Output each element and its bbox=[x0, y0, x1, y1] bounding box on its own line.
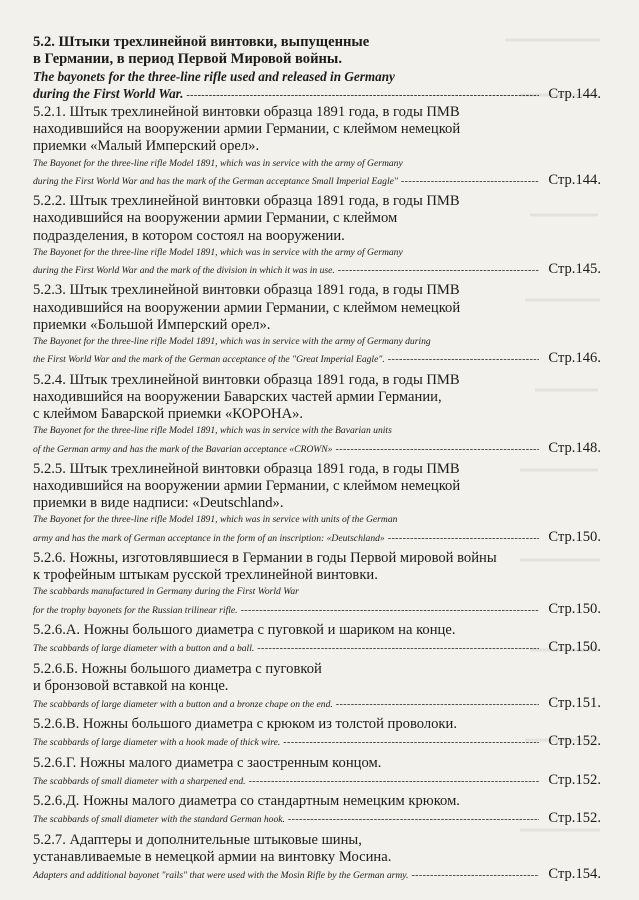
entry-title-en-last: The scabbards of large diameter with a button and a bronze chape on the end. bbox=[33, 698, 333, 710]
entry-title-ru: 5.2.2. Штык трехлинейной винтовки образца 1891 года, в годы ПМВ находившийся на вооружении армии Германии, с клеймом подразделения, в котором состоял на вооружении. bbox=[33, 193, 460, 244]
toc-entry bbox=[33, 104, 601, 190]
toc-entry bbox=[33, 755, 601, 791]
leader-dashes bbox=[241, 603, 539, 619]
entry-title-ru: 5.2.3. Штык трехлинейной винтовки образца 1891 года, в годы ПМВ находившийся на вооружении армии Германии, с клеймом немецкой приемки «Большой Имперский орел». bbox=[33, 282, 461, 333]
toc-leader-line bbox=[33, 639, 601, 657]
toc-leader-line bbox=[33, 810, 601, 828]
leader-dashes bbox=[335, 442, 539, 458]
leader-dashes bbox=[388, 352, 539, 368]
entry-title-ru: 5.2.7. Адаптеры и дополнительные штыковые шины, устанавливаемые в немецкой армии на винтовку Мосина. bbox=[33, 831, 392, 865]
entry-title-ru: 5.2.6.А. Ножны большого диаметра с пуговкой и шариком на конце. bbox=[33, 622, 456, 639]
toc-leader-line bbox=[33, 261, 601, 279]
entry-title-ru: 5.2.6.Д. Ножны малого диаметра со стандартным немецким крюком. bbox=[33, 793, 460, 810]
toc-leader-line bbox=[33, 529, 601, 547]
entry-title-en-last: army and has the mark of German acceptance in the form of an inscription: «Deutschland» bbox=[33, 532, 385, 544]
leader-dashes bbox=[288, 812, 539, 828]
leader-dashes bbox=[257, 641, 539, 657]
toc-entry bbox=[33, 193, 601, 279]
toc-leader-line bbox=[33, 695, 601, 713]
leader-dashes bbox=[401, 174, 539, 190]
toc-entry bbox=[33, 282, 601, 368]
page-number: Стр.144. bbox=[548, 171, 601, 188]
toc-leader-line bbox=[33, 772, 601, 790]
toc-entry bbox=[33, 372, 601, 458]
leader-dashes bbox=[186, 87, 539, 104]
entry-title-ru: 5.2.6.Г. Ножны малого диаметра с заостренным концом. bbox=[33, 754, 382, 771]
toc-leader-line bbox=[33, 601, 601, 619]
leader-dashes bbox=[249, 774, 539, 790]
section-title-en-last: during the First World War. bbox=[33, 86, 184, 101]
entry-title-en-line: The Bayonet for the three-line rifle Model 1891, which was in service with the army of Germany during bbox=[33, 336, 431, 348]
entry-title-en-line: The Bayonet for the three-line rifle Model 1891, which was in service with the army of Germany bbox=[33, 157, 403, 169]
page-number: Стр.144. bbox=[548, 86, 601, 102]
toc-entry bbox=[33, 661, 601, 714]
leader-dashes bbox=[283, 735, 539, 751]
toc-leader-line bbox=[33, 866, 601, 884]
toc-leader-line bbox=[33, 85, 601, 104]
page-number: Стр.152. bbox=[548, 733, 601, 750]
entry-title-en-last: The scabbards of large diameter with a button and a ball. bbox=[33, 643, 255, 655]
entry-title-ru: 5.2.4. Штык трехлинейной винтовки образца 1891 года, в годы ПМВ находившийся на вооружении Баварских частей армии Германии, с клеймом Баварской приемки «КОРОНА». bbox=[33, 371, 460, 423]
entry-title-ru: 5.2.1. Штык трехлинейной винтовки образца 1891 года, в годы ПМВ находившийся на вооружении армии Германии, с клеймом немецкой приемки «Малый Имперский орел». bbox=[33, 104, 461, 155]
entry-title-en-last: during the First World War and the mark of the division in which it was in use. bbox=[33, 265, 335, 277]
entry-title-en-last: of the German army and has the mark of the Bavarian acceptance «CROWN» bbox=[33, 443, 333, 455]
toc-leader-line bbox=[33, 733, 601, 751]
entry-title-en-last: The scabbards of large diameter with a hook made of thick wire. bbox=[33, 737, 281, 749]
entry-title-en-last: for the trophy bayonets for the Russian trilinear rifle. bbox=[33, 604, 238, 616]
toc-leader-line bbox=[33, 172, 601, 190]
toc-entry bbox=[33, 622, 601, 658]
leader-dashes bbox=[338, 263, 539, 279]
entry-title-ru: 5.2.6.Б. Ножны большого диаметра с пуговкой и бронзовой вставкой на конце. bbox=[33, 660, 322, 694]
page-number: Стр.148. bbox=[548, 439, 601, 456]
entry-title-en-line: The Bayonet for the three-line rifle Model 1891, which was in service with units of the German bbox=[33, 514, 398, 526]
entry-title-ru: 5.2.5. Штык трехлинейной винтовки образца 1891 года, в годы ПМВ находившийся на вооружении армии Германии, с клеймом немецкой приемки в виде надписи: «Deutschland». bbox=[33, 460, 461, 512]
toc-entry bbox=[33, 716, 601, 752]
entry-title-en-last: during the First World War and has the mark of the German acceptance Small Imperial Eagle" bbox=[33, 175, 398, 187]
toc-entry bbox=[33, 461, 601, 547]
page-number: Стр.145. bbox=[548, 261, 601, 278]
page-number: Стр.152. bbox=[548, 810, 601, 827]
page-number: Стр.146. bbox=[548, 350, 601, 367]
entry-title-en-line: The scabbards manufactured in Germany during the First World War bbox=[33, 586, 299, 598]
page-number: Стр.154. bbox=[548, 866, 601, 883]
toc-entry bbox=[33, 832, 601, 885]
entry-title-en-last: The scabbards of small diameter with a sharpened end. bbox=[33, 775, 246, 787]
entry-title-ru: 5.2.6. Ножны, изготовлявшиеся в Германии в годы Первой мировой войны к трофейным штыкам русской трехлинейной винтовки. bbox=[33, 550, 497, 584]
page-number: Стр.150. bbox=[548, 639, 601, 656]
section-title-en-line: The bayonets for the three-line rifle used and released in Germany bbox=[33, 69, 395, 84]
entry-title-en-last: Adapters and additional bayonet "rails" that were used with the Mosin Rifle by the German army. bbox=[33, 870, 409, 882]
leader-dashes bbox=[336, 697, 539, 713]
entry-title-en-last: the First World War and the mark of the German acceptance of the "Great Imperial Eagle". bbox=[33, 354, 385, 366]
entry-title-en-line: The Bayonet for the three-line rifle Model 1891, which was in service with the Bavarian units bbox=[33, 425, 392, 437]
toc-entries bbox=[33, 104, 601, 884]
page-number: Стр.150. bbox=[548, 528, 601, 545]
page-number: Стр.151. bbox=[548, 694, 601, 711]
toc-leader-line bbox=[33, 440, 601, 458]
toc-leader-line bbox=[33, 350, 601, 368]
toc-entry bbox=[33, 793, 601, 829]
leader-dashes bbox=[388, 531, 539, 547]
toc-section-heading bbox=[33, 34, 601, 104]
entry-title-en-last: The scabbards of small diameter with the standard German hook. bbox=[33, 814, 285, 826]
entry-title-ru: 5.2.6.В. Ножны большого диаметра с крюком из толстой проволоки. bbox=[33, 716, 457, 733]
entry-title-en-line: The Bayonet for the three-line rifle Model 1891, which was in service with the army of Germany bbox=[33, 246, 403, 258]
page-number: Стр.152. bbox=[548, 771, 601, 788]
leader-dashes bbox=[411, 868, 539, 884]
table-of-contents bbox=[33, 34, 601, 884]
section-title-ru: 5.2. Штыки трехлинейной винтовки, выпущенные в Германии, в период Первой Мировой войны. bbox=[33, 34, 370, 67]
toc-entry bbox=[33, 550, 601, 619]
page-number: Стр.150. bbox=[548, 600, 601, 617]
